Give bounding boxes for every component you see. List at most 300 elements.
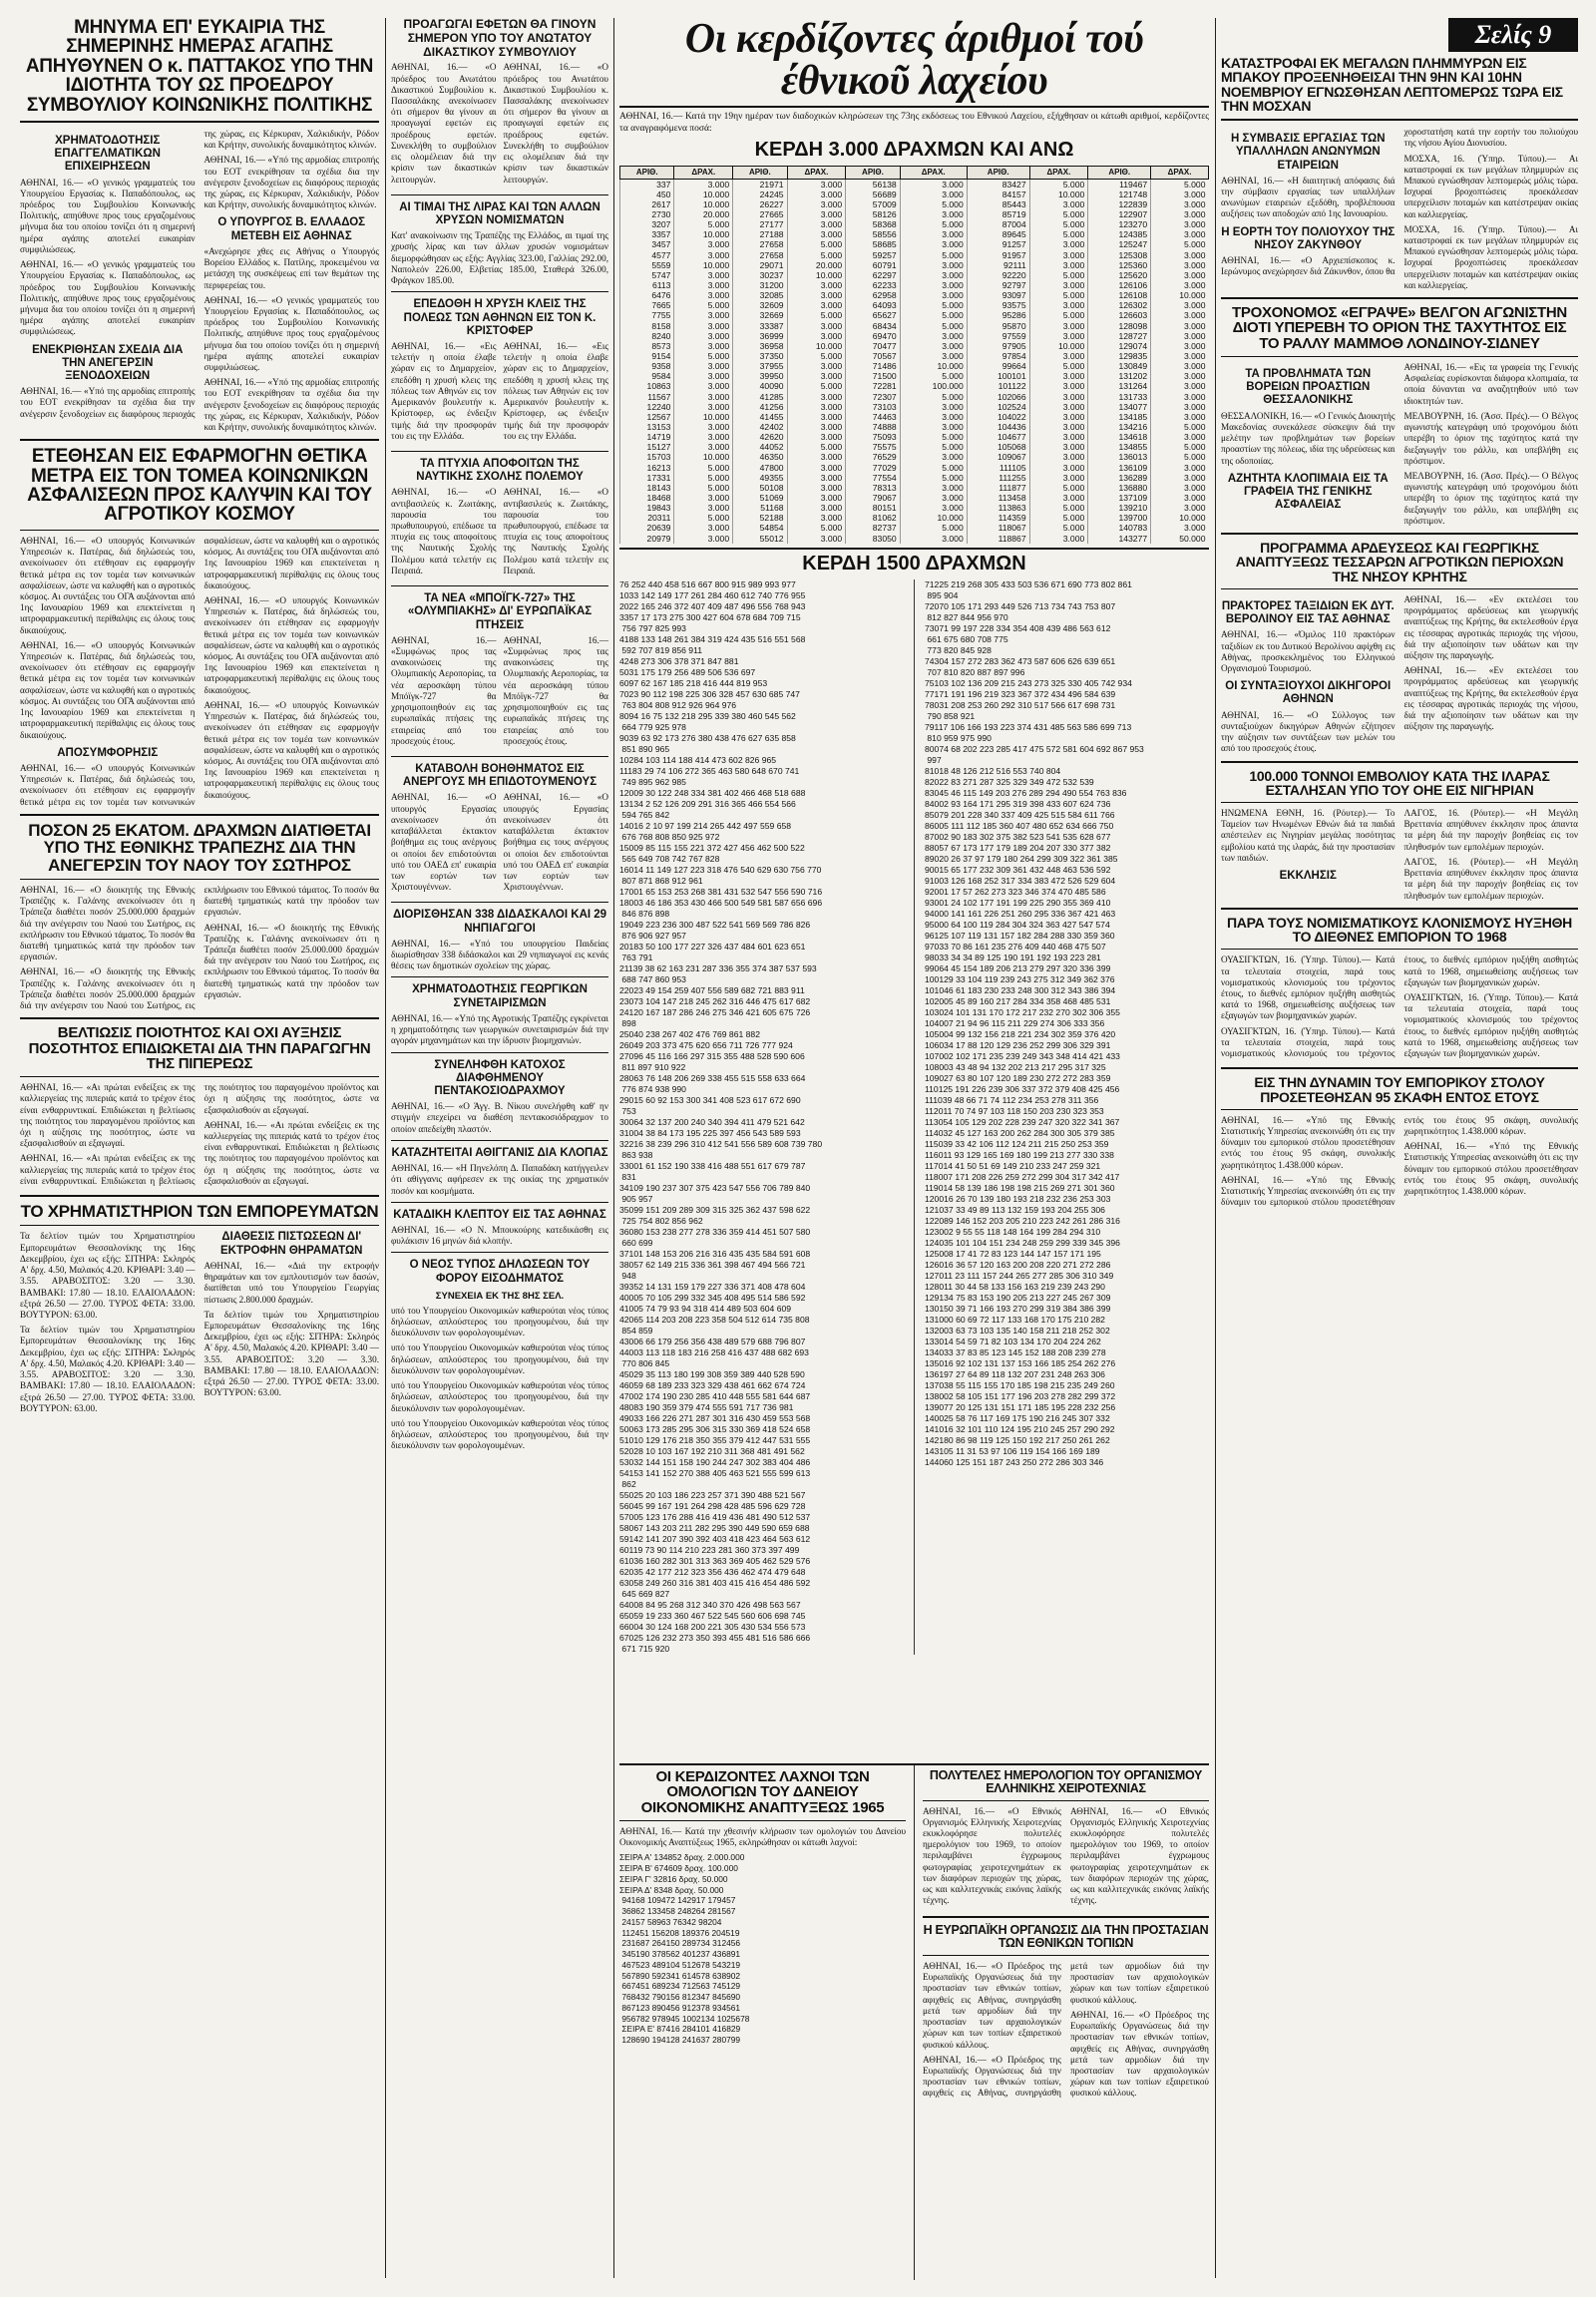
table-row <box>620 402 1209 412</box>
table-cell: 10.000 <box>900 361 967 371</box>
table-cell: 5.000 <box>1029 209 1088 219</box>
table-cell: 3.000 <box>1029 402 1088 412</box>
table-cell: 3.000 <box>900 179 967 190</box>
article-text: ΑΘΗΝΑΙ, 16.— «Ο αντιβασιλεύς κ. Ζωιτάκης, παρουσία του πρωθυπουργού, επέδωσε τα πτυχία εις τους αποφοίτους της Ναυτικής Σχολής Πολέμου κατά τελετήν εις Πειραιά. <box>503 487 608 575</box>
col2-article <box>391 487 608 580</box>
column-header-drachmas: ΔΡΑΧ. <box>1151 167 1209 179</box>
table-cell: 71486 <box>846 361 900 371</box>
table-cell: 85443 <box>967 199 1029 209</box>
table-cell: 83050 <box>846 534 900 544</box>
article-text: Τα δελτίον τιμών του Χρηματιστηρίου Εμπορευμάτων Θεσσαλονίκης της 16ης Δεκεμβρίου, έχει ως εξής: ΣΙΤΗΡΑ: Σκληρός Α' δρχ. 4.50, Μαλακός 4.20. ΚΡΙΘΑΡΙ: 3.40 — 3.55. ΑΡΑΒΟΣΙΤΟΣ: 3.20 — 3.30. ΒΑΜΒΑΚΙ: 17.80 — 18.10. ΕΛΑΙΟΛΑΔΟΝ: εξτρά 26.50 — 27.00. ΤΥΡΟΣ ΦΕΤΑ: 33.00. ΒΟΥΤΥΡΟΝ: 63.00. <box>203 1309 379 1398</box>
table-cell: 3.000 <box>1151 483 1209 493</box>
table-cell: 3.000 <box>787 361 846 371</box>
table-cell: 9358 <box>620 361 674 371</box>
subhead: Ο ΝΕΟΣ ΤΥΠΟΣ ΔΗΛΩΣΕΩΝ ΤΟΥ ΦΟΡΟΥ ΕΙΣΟΔΗΜΑΤΟΣ <box>409 1259 591 1285</box>
subhead: ΚΑΤΑΒΟΛΗ ΒΟΗΘΗΜΑΤΟΣ ΕΙΣ ΑΝΕΡΓΟΥΣ ΜΗ ΕΠΙΔΟΤΟΥΜΕΝΟΥΣ <box>402 762 598 789</box>
table-cell: 15127 <box>620 442 674 452</box>
table-cell: 10863 <box>620 381 674 391</box>
col1-articles-pepper <box>20 1082 379 1189</box>
table-cell: 32609 <box>733 300 787 310</box>
table-cell: 5.000 <box>787 442 846 452</box>
table-cell: 3.000 <box>1029 534 1088 544</box>
table-cell: 3.000 <box>1029 260 1088 270</box>
article-text: ΟΥΑΣΙΓΚΤΩΝ, 16. (Ύπηρ. Τύπου).— Κατά τα τελευταία στοιχεία, παρά τους νομισματικούς κλονισμούς του τρέχοντος έτους, το διεθνές εμπόριον ηυξήθη αισθητώς κατά το 1968, σημειωθείσης αυξήσεως των εξαγωγών των βιομηχανικών χωρών. <box>1403 991 1578 1059</box>
subhead: ΤΑ ΝΕΑ «ΜΠΟΪΓΚ-727» ΤΗΣ «ΟΛΥΜΠΙΑΚΗΣ» ΔΙ' ΕΥΡΩΠΑΪΚΑΣ ΠΤΗΣΕΙΣ <box>407 592 593 631</box>
bond-article <box>619 1765 906 2280</box>
article-text: ΑΘΗΝΑΙ, 16.— «Ο υπουργός Κοινωνικών Υπηρεσιών κ. Πατέρας, διά δηλώσεώς του, ανεκοίνωσεν ότι ετέθησαν εις εφαρμογήν θετικά μέτρα εις τον τομέα των κοινωνικών ασφαλίσεων, ώστε να καλυφθή και ο αγροτικός κόσμος. Αι συντάξεις του ΟΓΑ αυξάνονται από 1ης Ιανουαρίου 1969 και επεκτείνεται η ιατροφαρμακευτική περίθαλψις εις όλους τους δικαιούχους. <box>20 639 196 740</box>
table-cell: 5.000 <box>900 321 967 331</box>
table-cell: 3.000 <box>674 534 733 544</box>
table-cell: 58685 <box>846 239 900 249</box>
article-text: ΑΘΗΝΑΙ, 16.— «Εν εκτελέσει του προγράμματος αρδεύσεως και γεωργικής αναπτύξεως της Κρήτης, θα εκτελεσθούν έργα εις τέσσαρας αγροτικάς περιοχάς της νήσου, διά την αξιοποίησιν των υδάτων και την αύξησιν της παραγωγής. <box>1403 593 1578 660</box>
table-cell: 51168 <box>733 503 787 513</box>
table-row <box>620 280 1209 290</box>
numbers-left: 76 252 440 458 516 667 800 915 989 993 977 1033 142 149 177 261 284 460 612 740 776 955 2022 165 246 372 407 409 487 496 556 768 943 3357 17 173 275 300 427 604 678 684 709 715 756 797 825 993 4188 133 148 261 384 319 424 435 516 551 568 592 707 819 856 911 4248 273 306 378 371 847 881 5031 175 179 256 489 506 536 697 6097 62 167 185 218 416 444 819 953 7023 90 112 198 225 306 328 457 630 685 747 763 804 808 912 926 964 976 8094 16 75 132 218 295 339 380 460 545 562 664 779 925 978 9039 63 92 173 276 380 438 476 627 635 858 851 890 965 10284 103 114 188 414 473 602 826 965 11183 29 74 106 272 365 463 580 648 670 741 749 895 962 985 12009 30 122 248 334 381 402 466 468 518 688 13134 2 52 126 209 291 316 365 466 554 566 594 765 842 14016 2 10 97 199 214 265 442 497 559 658 676 768 808 850 925 972 15009 85 115 155 221 372 427 456 462 500 522 565 649 708 742 767 828 16014 11 149 127 223 318 476 540 629 630 756 770 807 871 868 912 961 17001 65 153 253 268 381 431 532 547 556 590 716 18003 46 186 353 430 466 500 549 581 587 656 696 846 876 898 19049 223 236 300 487 522 541 569 569 786 826 876 906 927 957 20183 50 100 177 227 326 437 484 601 623 651 763 791 21139 38 62 163 231 287 336 355 374 387 537 593 688 747 860 953 22023 49 154 259 407 556 589 682 721 883 911 23073 104 147 218 245 262 316 446 475 617 682 24120 167 187 286 246 275 346 421 605 675 726 898 25040 238 267 402 476 769 861 882 26049 203 373 475 620 656 711 726 777 924 27096 45 116 166 297 315 355 488 528 590 606 811 897 910 922 28063 76 148 206 269 338 455 515 558 633 664 776 874 938 990 29015 60 92 153 300 341 408 523 617 672 690 753 30064 32 137 200 240 340 394 411 479 521 642 31004 38 84 173 195 225 397 456 543 589 593 32216 38 239 296 310 412 541 556 589 608 739 780 863 938 33001 61 152 190 338 416 488 551 617 679 787 831 34109 190 237 307 375 423 547 556 706 789 840 905 957 35099 151 209 289 309 315 325 362 437 598 622 725 754 802 856 962 36080 153 238 277 278 336 359 414 451 507 580 660 699 37101 148 153 206 216 316 435 435 584 591 608 38057 62 149 215 336 361 398 467 494 566 721 948 39352 14 131 159 179 227 336 371 408 478 604 40005 70 105 299 332 345 408 495 514 586 592 41005 74 79 93 94 318 414 489 503 604 609 42065 114 203 208 223 358 504 512 614 735 808 854 859 43006 66 179 256 356 438 489 579 688 796 807 44003 113 118 183 216 258 416 437 488 682 693 770 806 845 45029 35 113 180 199 308 359 389 440 528 590 46059 68 189 233 323 329 438 461 662 674 724 47002 174 190 230 285 410 448 555 581 644 687 48083 190 359 379 474 555 591 717 736 981 49033 166 226 271 287 301 316 430 459 553 568 50063 173 285 295 306 315 330 369 418 524 658 51010 129 176 218 350 355 379 412 447 531 555 52028 10 103 167 192 210 311 368 481 491 562 53032 144 151 158 190 244 247 302 383 404 486 54153 141 152 270 388 405 463 521 555 599 613 862 55025 20 103 186 223 257 371 390 488 521 567 56045 99 167 191 264 298 428 485 596 629 728 57005 123 176 288 416 419 436 481 490 512 537 58067 143 203 211 282 295 390 449 590 659 688 59142 141 207 390 392 403 418 423 464 563 612 60119 73 90 114 210 223 281 360 373 397 499 61036 160 282 301 313 363 369 405 462 529 576 62035 42 177 212 323 356 436 462 474 479 648 63058 249 260 316 381 403 415 416 454 486 592 645 669 827 64008 84 95 268 312 340 370 426 498 563 567 65059 19 233 360 467 522 545 560 606 698 745 66004 30 124 168 200 221 305 430 534 556 573 67025 126 232 273 350 393 455 481 516 586 666 671 715 920 <box>619 578 823 1654</box>
table-cell: 3.000 <box>900 260 967 270</box>
table-cell: 3.000 <box>1151 503 1209 513</box>
column-rule <box>385 18 386 2278</box>
column-2 <box>391 18 608 2278</box>
table-cell: 97854 <box>967 351 1029 361</box>
subhead: ΠΡΑΚΤΟΡΕΣ ΤΑΞΙΔΙΩΝ ΕΚ ΔΥΤ. ΒΕΡΟΛΙΝΟΥ ΕΙΣ ΤΑΣ ΑΘΗΝΑΣ <box>1221 599 1395 626</box>
table-cell: 5.000 <box>900 442 967 452</box>
subhead: ΤΑ ΠΡΟΒΛΗΜΑΤΑ ΤΩΝ ΒΟΡΕΙΩΝ ΠΡΟΑΣΤΙΩΝ ΘΕΣΣΑΛΟΝΙΚΗΣ <box>1245 368 1372 407</box>
table-cell: 3.000 <box>787 280 846 290</box>
table-cell: 20639 <box>620 523 674 533</box>
table-cell: 74463 <box>846 412 900 422</box>
table-cell: 3.000 <box>674 523 733 533</box>
table-cell: 10.000 <box>674 412 733 422</box>
article-text: ΑΘΗΝΑΙ, 16.— «Υπό της Εθνικής Στατιστικής Υπηρεσίας ανεκοινώθη ότι εις την δύναμιν του εμπορικού στόλου προσετέθησαν εντός του έτους 95 σκάφη, συνολικής χωρητικότητος 1.438.000 κόρων. <box>1403 1141 1578 1197</box>
col1-articles-bank <box>20 885 379 1011</box>
table-cell: 3.000 <box>674 432 733 442</box>
table-cell: 8240 <box>620 331 674 341</box>
table-cell: 3.000 <box>1151 402 1209 412</box>
table-cell: 3.000 <box>674 503 733 513</box>
article-text: ΑΘΗΝΑΙ, 16.— «Ο υπουργός Κοινωνικών Υπηρεσιών κ. Πατέρας, διά δηλώσεώς του, ανεκοίνωσεν ότι ετέθησαν εις εφαρμογήν θετικά μέτρα εις τον τομέα των κοινωνικών ασφαλίσεων, ώστε να καλυφθή και ο αγροτικός κόσμος. Αι συντάξεις του ΟΓΑ αυξάνονται από 1ης Ιανουαρίου 1969 και επεκτείνεται η ιατροφαρμακευτική περίθαλψις εις όλους τους δικαιούχους. <box>20 535 379 807</box>
table-cell: 62297 <box>846 270 900 280</box>
table-cell: 5.000 <box>1029 513 1088 523</box>
article-text: ΛΑΓΟΣ, 16. (Ρόυτερ).— «Η Μεγάλη Βρεττανία απηύθυνεν έκκλησιν προς άπαντα τα μέρη διά την παροχήν βοηθείας εις τον πληθυσμόν των εμπολέμων περιοχών. <box>1403 856 1578 901</box>
table-cell: 3.000 <box>900 270 967 280</box>
table-row <box>620 179 1209 190</box>
subhead: ΠΡΟΑΓΩΓΑΙ ΕΦΕΤΩΝ ΘΑ ΓΙΝΟΥΝ ΣΗΜΕΡΟΝ ΥΠΟ ΤΟΥ ΑΝΩΤΑΤΟΥ ΔΙΚΑΣΤΙΚΟΥ ΣΥΜΒΟΥΛΙΟΥ <box>403 18 597 59</box>
table-cell: 113863 <box>967 503 1029 513</box>
article-text: ΑΘΗΝΑΙ, 16.— «Ο υπουργός Εργασίας ανεκοίνωσεν ότι καταβάλλεται έκτακτον βοήθημα εις τους ανέργους οι οποίοι δεν επιδοτούνται υπό του ΟΑΕΔ επ' ευκαιρία των εορτών των Χριστουγέννων. <box>503 792 608 893</box>
table-cell: 5.000 <box>1151 239 1209 249</box>
table-row <box>620 483 1209 493</box>
table-cell: 122907 <box>1088 209 1151 219</box>
table-row <box>620 534 1209 544</box>
column-header-number: ΑΡΙΘ. <box>846 167 900 179</box>
table-cell: 129835 <box>1088 351 1151 361</box>
table-cell: 5.000 <box>674 483 733 493</box>
table-cell: 3.000 <box>1029 473 1088 483</box>
subhead: ΣΥΝΕΛΗΦΘΗ ΚΑΤΟΧΟΣ ΔΙΑΦΘΗΜΕΝΟΥ ΠΕΝΤΑΚΟΣΙΟΔΡΑΧΜΟΥ <box>434 1058 566 1098</box>
table-cell: 136289 <box>1088 473 1151 483</box>
table-cell: 130849 <box>1088 361 1151 371</box>
table-cell: 3.000 <box>1029 442 1088 452</box>
article-text: υπό του Υπουργείου Οικονομικών καθιερούται νέος τύπος δηλώσεων, απλούστερος του προηγουμένου, διά την διευκόλυνσιν των φορολογουμένων. <box>391 1417 608 1451</box>
table-cell: 42620 <box>733 432 787 442</box>
table-cell: 3.000 <box>1029 412 1088 422</box>
col5-articles-crete <box>1221 594 1578 755</box>
headline-pattakos: ΜΗΝΥΜΑ ΕΠ' ΕΥΚΑΙΡΙΑ ΤΗΣ ΣΗΜΕΡΙΝΗΣ ΗΜΕΡΑΣ ΑΓΑΠΗΣ ΑΠΗΥΘΥΝΕΝ Ο κ. ΠΑΤΤΑΚΟΣ ΥΠΟ ΤΗΝ ΙΔΙΟΤΗΤΑ ΤΟΥ ΩΣ ΠΡΟΕΔΡΟΥ ΣΥΜΒΟΥΛΙΟΥ ΚΟΙΝΩΝΙΚΗΣ ΠΟΛΙΤΙΚΗΣ <box>25 18 374 116</box>
table-cell: 137109 <box>1088 493 1151 503</box>
table-cell: 123270 <box>1088 219 1151 229</box>
subhead: ΧΡΗΜΑΤΟΔΟΤΗΣΙΣ ΓΕΩΡΓΙΚΩΝ ΣΥΝΕΤΑΙΡΙΣΜΩΝ <box>412 983 588 1009</box>
table-cell: 3207 <box>620 219 674 229</box>
table-cell: 11567 <box>620 392 674 402</box>
table-cell: 136880 <box>1088 483 1151 493</box>
column-1 <box>20 18 379 2278</box>
table-cell: 3.000 <box>674 392 733 402</box>
table-cell: 3.000 <box>787 534 846 544</box>
table-cell: 41256 <box>733 402 787 412</box>
bottom-articles <box>619 1763 1209 2280</box>
table-cell: 69470 <box>846 331 900 341</box>
table-cell: 3.000 <box>1151 381 1209 391</box>
prize-heading-1500: ΚΕΡΔΗ 1500 ΔΡΑΧΜΩΝ <box>619 548 1209 575</box>
table-cell: 3.000 <box>900 239 967 249</box>
table-row <box>620 341 1209 351</box>
table-cell: 5.000 <box>1029 270 1088 280</box>
headline-vaccine: 100.000 ΤΟΝΝΟΙ ΕΜΒΟΛΙΟΥ ΚΑΤΑ ΤΗΣ ΙΛΑΡΑΣ ΕΣΤΑΛΗΣΑΝ ΥΠΟ ΤΟΥ ΟΗΕ ΕΙΣ ΝΙΓΗΡΙΑΝ <box>1249 767 1550 798</box>
article-text: ΑΘΗΝΑΙ, 16.— «Υπό της αρμοδίας επιτροπής του ΕΟΤ ενεκρίθησαν τα σχέδια δια την ανέγερσιν ξενοδοχείων εις διαφόρους περιοχάς της χώρας, εις Κέρκυραν, Χαλκιδικήν, Ρόδον και Κρήτην, συνολικής δυναμικότητος κλινών. <box>203 155 379 210</box>
table-cell: 73103 <box>846 402 900 412</box>
column-header-drachmas: ΔΡΑΧ. <box>900 167 967 179</box>
table-cell: 3.000 <box>900 493 967 503</box>
table-cell: 3.000 <box>1029 300 1088 310</box>
table-cell: 5.000 <box>674 513 733 523</box>
table-cell: 3.000 <box>900 503 967 513</box>
col5-articles-rally <box>1221 362 1578 527</box>
subhead: ΚΑΤΑΔΙΚΗ ΚΛΕΠΤΟΥ ΕΙΣ ΤΑΣ ΑΘΗΝΑΣ <box>393 1208 606 1221</box>
table-cell: 3.000 <box>1029 239 1088 249</box>
table-cell: 68434 <box>846 321 900 331</box>
subhead: ΚΑΤΑΖΗΤΕΙΤΑΙ ΑΘΙΓΓΑΝΙΣ ΔΙΑ ΚΛΟΠΑΣ <box>391 1146 608 1159</box>
subhead: Ο ΥΠΟΥΡΓΟΣ Β. ΕΛΛΑΔΟΣ ΜΕΤΕΒΗ ΕΙΣ ΑΘΗΝΑΣ <box>217 216 366 242</box>
article-text: ΑΘΗΝΑΙ, 16.— «Διά την εκτροφήν θηραμάτων και τον εμπλουτισμόν των δασών, διατίθεται υπό του Υπουργείου Γεωργίας πίστωσις 2.800.000 δραχμών. <box>203 1260 379 1305</box>
table-cell: 18143 <box>620 483 674 493</box>
table-cell: 9584 <box>620 371 674 381</box>
table-cell: 15703 <box>620 452 674 462</box>
table-cell: 3.000 <box>787 392 846 402</box>
table-cell: 9154 <box>620 351 674 361</box>
table-cell: 3457 <box>620 239 674 249</box>
table-cell: 3.000 <box>674 493 733 503</box>
table-cell: 62233 <box>846 280 900 290</box>
table-cell: 91257 <box>967 239 1029 249</box>
table-cell: 84157 <box>967 190 1029 199</box>
table-cell: 5.000 <box>1029 523 1088 533</box>
table-cell: 143277 <box>1088 534 1151 544</box>
table-cell: 97905 <box>967 341 1029 351</box>
subhead: ΕΚΚΛΗΣΙΣ <box>1279 870 1337 883</box>
table-row <box>620 351 1209 361</box>
table-row <box>620 300 1209 310</box>
table-row <box>620 270 1209 280</box>
table-cell: 5.000 <box>787 523 846 533</box>
article-text: ΑΘΗΝΑΙ, 16.— «Εις τελετήν η οποία έλαβε χώραν εις το Δημαρχείον, επεδόθη η χρυσή κλεις της πόλεως των Αθηνών εις τον Αμερικανόν βουλευτήν κ. Κρίστοφερ, ως ένδειξιν τιμής διά την προσφοράν του εις την Ελλάδα. <box>503 340 608 441</box>
table-cell: 3.000 <box>1029 280 1088 290</box>
lottery-table-body <box>620 179 1209 544</box>
table-cell: 57009 <box>846 199 900 209</box>
table-cell: 3.000 <box>1151 260 1209 270</box>
table-row <box>620 412 1209 422</box>
table-cell: 3.000 <box>787 473 846 483</box>
article-text: ΜΟΣΧΑ, 16. (Ύπηρ. Τύπου).— Αι καταστροφαί εκ των μεγάλων πλημμυρών εις Μπακού εγνώσθησαν λεπτομερώς μόλις τώρα. Ισχυραί βροχοπτώσεις προεκάλεσαν υπερχείλισιν ποταμών και κατέστρεψαν οικίας και καλλιεργείας. <box>1403 223 1578 290</box>
table-cell: 51069 <box>733 493 787 503</box>
table-cell: 3.000 <box>787 412 846 422</box>
table-row <box>620 503 1209 513</box>
table-cell: 75575 <box>846 442 900 452</box>
table-cell: 20311 <box>620 513 674 523</box>
table-cell: 139210 <box>1088 503 1151 513</box>
table-cell: 105068 <box>967 442 1029 452</box>
table-cell: 134185 <box>1088 412 1151 422</box>
table-cell: 89645 <box>967 229 1029 239</box>
table-cell: 55012 <box>733 534 787 544</box>
column-header-number: ΑΡΙΘ. <box>1088 167 1151 179</box>
subhead: ΔΙΟΡΙΣΘΗΣΑΝ 338 ΔΙΔΑΣΚΑΛΟΙ ΚΑΙ 29 ΝΗΠΙΑΓΩΓΟΙ <box>392 909 607 935</box>
table-cell: 40090 <box>733 381 787 391</box>
article-text: Κατ' ανακοίνωσιν της Τραπέζης της Ελλάδος, αι τιμαί της χρυσής λίρας και των άλλων χρυσών νομισμάτων διεμορφώθησαν ως εξής: Αγγλίας 323.00, Γαλλίας 292.00, Ναπολεόν 226.00, Ελβετίας 185.00, Σταθερά 326.00, Φράγκον 185.00. <box>391 230 608 286</box>
table-cell: 5.000 <box>1029 179 1088 190</box>
table-row <box>620 381 1209 391</box>
column-header-number: ΑΡΙΘ. <box>733 167 787 179</box>
article-text: ΑΘΗΝΑΙ, 16.— «Ο αντιβασιλεύς κ. Ζωιτάκης, παρουσία του πρωθυπουργού, επέδωσε τα πτυχία εις τους αποφοίτους της Ναυτικής Σχολής Πολέμου κατά τελετήν εις Πειραιά. <box>391 487 497 575</box>
table-cell: 131733 <box>1088 392 1151 402</box>
article-text: ΑΘΗΝΑΙ, 16.— «Υπό της αρμοδίας επιτροπής του ΕΟΤ ενεκρίθησαν τα σχέδια δια την ανέγερσιν ξενοδοχείων εις διαφόρους περιοχάς της χώρας, εις Κέρκυραν, Χαλκιδικήν, Ρόδον και Κρήτην, συνολικής δυναμικότητος κλινών. <box>203 377 379 433</box>
table-row <box>620 523 1209 533</box>
column-5 <box>1221 18 1578 2278</box>
article-text: ΑΘΗΝΑΙ, 16.— «Ο Πρόεδρος της Ευρωπαϊκής Οργανώσεως διά την προστασίαν των εθνικών τοπίων, αφιχθείς εις Αθήνας, συνηργάσθη μετά των αρμοδίων διά την προστασίαν των αρχαιολογικών χώρων και των τοπίων εξαιρετικού φυσικού κάλλους. <box>1069 2009 1209 2099</box>
table-cell: 3.000 <box>1151 493 1209 503</box>
table-row <box>620 321 1209 331</box>
article-text: ΑΘΗΝΑΙ, 16.— «Ο γενικός γραμματεύς του Υπουργείου Εργασίας κ. Παπαδόπουλος, ως πρόεδρος του Συμβουλίου Κοινωνικής Πολιτικής, απηύθυνε προς τους εργαζομένους μήνυμα δια του οποίου τονίζει ότι η σημερινή ημέρα αγάπης αποτελεί ευκαιρίαν συμφιλιώσεως. <box>20 259 196 337</box>
table-cell: 3.000 <box>787 290 846 300</box>
table-cell: 33387 <box>733 321 787 331</box>
table-cell: 92797 <box>967 280 1029 290</box>
article-text: υπό του Υπουργείου Οικονομικών καθιερούται νέος τύπος δηλώσεων, απλούστερος του προηγουμένου, διά την διευκόλυνσιν των φορολογουμένων. <box>391 1342 608 1375</box>
table-cell: 3357 <box>620 229 674 239</box>
table-cell: 20979 <box>620 534 674 544</box>
table-cell: 100.000 <box>900 381 967 391</box>
subhead: ΑΖΗΤΗΤΑ ΚΛΟΠΙΜΑΙΑ ΕΙΣ ΤΑ ΓΡΑΦΕΙΑ ΤΗΣ ΓΕΝΙΚΗΣ ΑΣΦΑΛΕΙΑΣ <box>1227 472 1389 512</box>
headline-pepper: ΒΕΛΤΙΩΣΙΣ ΠΟΙΟΤΗΤΟΣ ΚΑΙ ΟΧΙ ΑΥΞΗΣΙΣ ΠΟΣΟΤΗΤΟΣ ΕΠΙΔΙΩΚΕΤΑΙ ΔΙΑ ΤΗΝ ΠΑΡΑΓΩΓΗΝ ΤΗΣ ΠΙΠΕΡΕΩΣ <box>28 1024 371 1072</box>
article-text: ΑΘΗΝΑΙ, 16.— «Η Πηνελόπη Δ. Παπαδάκη κατήγγειλεν ότι αθίγγανις αφήρεσεν εκ της οικίας της χρηματικόν ποσόν και κοσμήματα. <box>391 1163 608 1196</box>
table-cell: 3.000 <box>900 412 967 422</box>
table-cell: 3.000 <box>1151 321 1209 331</box>
article-text: ΑΘΗΝΑΙ, 16.— «Υπό της Εθνικής Στατιστικής Υπηρεσίας ανεκοινώθη ότι εις την δύναμιν του εμπορικού στόλου προσετέθησαν εντός του έτους 95 σκάφη, συνολικής χωρητικότητος 1.438.000 κόρων. <box>1221 1114 1396 1170</box>
table-cell: 5.000 <box>1029 290 1088 300</box>
table-cell: 3.000 <box>674 402 733 412</box>
table-cell: 5.000 <box>787 310 846 320</box>
table-cell: 3.000 <box>1151 300 1209 310</box>
table-cell: 5.000 <box>900 199 967 209</box>
headline-merchant-fleet: ΕΙΣ ΤΗΝ ΔΥΝΑΜΙΝ ΤΟΥ ΕΜΠΟΡΙΚΟΥ ΣΤΟΛΟΥ ΠΡΟΣΕΤΕΘΗΣΑΝ 95 ΣΚΑΦΗ ΕΝΤΟΣ ΕΤΟΥΣ <box>1254 1074 1545 1105</box>
table-cell: 3.000 <box>674 321 733 331</box>
article-text: ΑΘΗΝΑΙ, 16.— «Εις τα γραφεία της Γενικής Ασφαλείας ευρίσκονται διάφορα κλοπιμαία, τα οποία δύνανται να αναζητηθούν υπό των ιδιοκτητών των. <box>1403 362 1578 406</box>
table-cell: 111877 <box>967 483 1029 493</box>
column-header-drachmas: ΔΡΑΧ. <box>674 167 733 179</box>
table-cell: 136013 <box>1088 452 1151 462</box>
numbers-right: 71225 219 268 305 433 503 536 671 690 773 802 861 895 904 72070 105 171 293 449 526 713 734 743 753 807 812 827 844 956 970 73071 99 197 228 334 354 408 439 486 563 612 661 675 680 708 775 773 820 845 928 74304 157 272 283 362 473 587 606 626 639 651 707 810 820 887 897 996 75103 102 136 209 215 243 273 325 330 405 742 934 77171 191 196 219 323 367 372 434 496 584 639 78031 208 253 260 292 310 517 566 617 698 731 790 858 921 79117 106 166 193 223 374 431 485 563 586 699 713 810 959 975 990 80074 68 202 223 285 417 475 572 581 604 692 867 953 997 81018 48 126 212 516 553 740 804 82022 83 271 287 325 329 349 472 532 539 83045 46 115 149 203 276 289 294 490 554 763 836 84002 93 164 171 295 319 398 433 607 624 736 85079 201 228 340 337 409 425 515 584 611 766 86005 111 112 185 360 407 480 652 634 666 750 87002 90 183 302 375 382 523 541 535 628 677 88057 67 173 177 179 189 204 207 330 377 382 89020 26 37 97 179 180 264 299 309 322 361 385 90015 65 177 232 309 361 432 448 463 536 592 91003 126 168 252 317 334 383 472 526 529 604 92001 17 57 262 273 323 346 374 470 485 586 93001 24 102 177 191 199 225 290 355 369 410 94000 141 161 226 251 260 295 336 367 421 463 95000 64 100 119 284 304 324 363 427 547 574 96125 107 119 131 157 182 284 288 330 359 360 97033 70 86 161 235 276 409 440 468 475 507 98033 34 34 89 125 190 191 192 193 223 281 99064 45 154 189 206 213 279 297 320 336 399 100129 33 104 119 239 243 275 312 349 362 376 101046 61 183 230 233 248 300 312 343 386 394 102005 45 89 160 217 284 334 358 468 485 531 103024 101 131 170 172 217 232 270 302 306 355 104007 21 94 96 115 211 229 274 306 333 356 105004 99 132 156 218 221 234 302 359 376 420 106034 17 88 120 129 236 252 299 306 329 391 107002 102 171 235 239 249 343 348 414 421 433 108003 43 48 94 132 202 213 217 295 317 325 109027 63 80 107 120 189 230 272 272 283 359 110125 191 226 239 306 337 372 379 408 425 456 111039 48 66 71 74 112 234 253 278 311 356 112011 70 74 97 103 118 150 203 230 323 353 113054 105 129 202 228 239 247 320 322 341 367 114032 45 127 163 200 262 284 300 305 379 385 115039 33 42 106 112 124 211 215 250 253 359 116011 93 129 165 169 180 199 213 277 330 338 117014 41 50 51 69 149 210 233 247 259 321 118007 171 208 226 259 272 299 304 317 342 417 119014 58 139 186 198 198 215 269 271 301 360 120016 26 70 139 180 193 218 232 236 253 303 121037 33 49 89 113 132 159 193 204 255 306 122089 146 152 203 205 210 223 242 261 286 316 123002 9 55 55 118 148 164 199 284 294 310 124035 101 104 151 234 248 259 299 339 345 396 125008 17 41 72 83 123 144 147 157 171 195 126016 36 57 120 163 200 208 220 271 272 286 127011 23 111 157 244 265 277 285 306 310 349 128011 30 44 58 133 156 163 219 239 243 290 129134 75 83 153 190 205 213 227 245 267 309 130150 39 71 166 193 270 299 319 384 386 399 131000 60 69 72 117 133 168 170 175 210 282 132003 63 73 103 135 140 158 211 218 252 302 133014 54 59 71 82 103 134 170 204 224 262 134033 37 83 85 123 145 152 188 208 239 278 135016 92 102 131 137 153 166 185 254 262 276 136197 27 64 89 118 132 207 231 248 263 306 137038 55 115 155 170 185 198 215 235 249 260 138002 58 105 151 177 196 203 278 282 299 372 139077 20 125 131 151 171 185 195 228 232 256 140025 58 76 117 169 175 190 216 245 307 332 141016 32 101 110 124 195 210 245 257 290 292 142180 86 98 119 125 150 192 217 250 261 262 143105 11 31 53 97 106 119 154 166 169 189 144060 125 151 187 243 250 272 286 303 346 <box>925 578 1144 1467</box>
table-cell: 56138 <box>846 179 900 190</box>
article-text: Τα δελτίον τιμών του Χρηματιστηρίου Εμπορευμάτων Θεσσαλονίκης της 16ης Δεκεμβρίου, έχει ως εξής: ΣΙΤΗΡΑ: Σκληρός Α' δρχ. 4.50, Μαλακός 4.20. ΚΡΙΘΑΡΙ: 3.40 — 3.55. ΑΡΑΒΟΣΙΤΟΣ: 3.20 — 3.30. ΒΑΜΒΑΚΙ: 17.80 — 18.10. ΕΛΑΙΟΛΑΔΟΝ: εξτρά 26.50 — 27.00. ΤΥΡΟΣ ΦΕΤΑ: 33.00. ΒΟΥΤΥΡΟΝ: 63.00. <box>20 1231 196 1320</box>
table-cell: 64093 <box>846 300 900 310</box>
article-text: ΜΕΛΒΟΥΡΝΗ, 16. (Άσσ. Πρές).— Ο Βέλγος αγωνιστής κατεγράφη υπό τροχονόμου διότι υπερέβη το όριον της ταχύτητος κατά την διεξαγωγήν του ράλλυ, και υπεβλήθη εις πρόστιμον. <box>1403 410 1578 466</box>
table-row <box>620 209 1209 219</box>
article-text: ΑΘΗΝΑΙ, 16.— «Ο διοικητής της Εθνικής Τραπέζης κ. Γαλάνης ανεκοίνωσεν ότι η Τράπεζα διαθέτει ποσόν 25.000.000 δραχμών διά την ανέγερσιν του Ναού του Σωτήρος, εις εκπλήρωσιν του Εθνικού τάματος. Το ποσόν θα διατεθή τμηματικώς κατά την πρόοδον των εργασιών. <box>203 922 379 999</box>
article-text: ΑΘΗΝΑΙ, 16.— «Αι πρώται ενδείξεις εκ της καλλιεργείας της πιπεριάς κατά το τρέχον έτος είναι ενθαρρυντικαί. Επιδιώκεται η βελτίωσις της ποιότητος του παραγομένου προϊόντος και όχι η αύξησις της ποσότητος, ώστε να εξασφαλισθούν αι εξαγωγαί. <box>20 1082 379 1186</box>
article-text: ΑΘΗΝΑΙ, 16.— «Ο διοικητής της Εθνικής Τραπέζης κ. Γαλάνης ανεκοίνωσεν ότι η Τράπεζα διαθέτει ποσόν 25.000.000 δραχμών διά την ανέγερσιν του Ναού του Σωτήρος, εις εκπλήρωσιν του Εθνικού τάματος. Το ποσόν θα διατεθή τμηματικώς κατά την πρόοδον των εργασιών. <box>20 884 379 1011</box>
table-cell: 93097 <box>967 290 1029 300</box>
subhead: ΕΠΕΔΟΘΗ Η ΧΡΥΣΗ ΚΛΕΙΣ ΤΗΣ ΠΟΛΕΩΣ ΤΩΝ ΑΘΗΝΩΝ ΕΙΣ ΤΟΝ Κ. ΚΡΙΣΤΟΦΕΡ <box>403 298 597 337</box>
table-cell: 3.000 <box>674 290 733 300</box>
table-cell: 3.000 <box>787 493 846 503</box>
table-cell: 47800 <box>733 463 787 473</box>
table-cell: 3.000 <box>787 229 846 239</box>
table-cell: 17331 <box>620 473 674 483</box>
right-bottom-articles <box>923 1765 1209 2280</box>
table-cell: 125247 <box>1088 239 1151 249</box>
calendar-article <box>923 1806 1209 1911</box>
article-text: ΑΘΗΝΑΙ, 16.— «Ο υπουργός Εργασίας ανεκοίνωσεν ότι καταβάλλεται έκτακτον βοήθημα εις τους ανέργους οι οποίοι δεν επιδοτούνται υπό του ΟΑΕΔ επ' ευκαιρία των εορτών των Χριστουγέννων. <box>391 792 497 893</box>
table-cell: 100101 <box>967 371 1029 381</box>
table-row <box>620 290 1209 300</box>
page-number-badge: Σελίς 9 <box>1448 18 1578 52</box>
table-cell: 3.000 <box>1029 371 1088 381</box>
article-text: ΑΘΗΝΑΙ, 16.— «Εν εκτελέσει του προγράμματος αρδεύσεως και γεωργικής αναπτύξεως της Κρήτης, θα εκτελεσθούν έργα εις τέσσαρας αγροτικάς περιοχάς της νήσου, διά την αξιοποίησιν των υδάτων και την αύξησιν της παραγωγής. <box>1403 665 1578 732</box>
table-cell: 10.000 <box>1029 341 1088 351</box>
table-cell: 128727 <box>1088 331 1151 341</box>
article-text: ΑΘΗΝΑΙ, 16.— «Ο διοικητής της Εθνικής Τραπέζης κ. Γαλάνης ανεκοίνωσεν ότι η Τράπεζα διαθέτει ποσόν 25.000.000 δραχμών διά την ανέγερσιν του Ναού του Σωτήρος, εις εκπλήρωσιν του Εθνικού τάματος. Το ποσόν θα διατεθή τμηματικώς κατά την πρόοδον των εργασιών. <box>20 884 196 962</box>
table-cell: 5.000 <box>787 239 846 249</box>
table-cell: 95286 <box>967 310 1029 320</box>
table-cell: 3.000 <box>1151 219 1209 229</box>
table-row <box>620 463 1209 473</box>
table-cell: 5.000 <box>900 371 967 381</box>
table-cell: 50.000 <box>1151 534 1209 544</box>
article-text: ΑΘΗΝΑΙ, 16.— «Ο Ν. Μπουκούρης κατεδικάσθη εις φυλάκισιν 16 μηνών διά κλοπήν. <box>391 1224 608 1247</box>
table-cell: 3.000 <box>1151 432 1209 442</box>
table-cell: 5.000 <box>900 432 967 442</box>
article-text: ΑΘΗΝΑΙ, 16.— «Όμιλος 110 πρακτόρων ταξιδίων εκ του Δυτικού Βερολίνου αφίχθη εις Αθήνας, προσκεκλημένος του Ελληνικού Οργανισμού Τουρισμού. <box>1221 629 1396 673</box>
article-text: ΑΘΗΝΑΙ, 16.— «Ο Άγγ. Β. Νίκου συνελήφθη καθ' ην στιγμήν επεχείρει να διαθέση πεντακοσιόδραχμον το οποίον απεδείχθη πλαστόν. <box>391 1101 608 1134</box>
table-cell: 5.000 <box>900 523 967 533</box>
article-text: ΑΘΗΝΑΙ, 16.— «Ο Σύλλογος των συνταξιούχων δικηγόρων Αθηνών εζήτησεν την αύξησιν των συντάξεων των μελών του από του προσεχούς έτους. <box>1221 709 1396 754</box>
table-row <box>620 229 1209 239</box>
col1-articles-top <box>20 129 379 433</box>
lottery-intro: ΑΘΗΝΑΙ, 16.— Κατά την 19ην ημέραν των διαδοχικών κληρώσεων της 73ης εκδόσεως του Εθνικού Λαχείου, εξήχθησαν οι κάτωθι αριθμοί, κερδίζοντες τα αναγραφόμενα ποσά: <box>619 112 1209 134</box>
table-cell: 3.000 <box>1029 199 1088 209</box>
table-cell: 122839 <box>1088 199 1151 209</box>
table-cell: 80151 <box>846 503 900 513</box>
article-text: υπό του Υπουργείου Οικονομικών καθιερούται νέος τύπος δηλώσεων, απλούστερος του προηγουμένου, διά την διευκόλυνσιν των φορολογουμένων. <box>391 1305 608 1339</box>
table-cell: 77554 <box>846 473 900 483</box>
table-cell: 3.000 <box>1151 331 1209 341</box>
table-cell: 3.000 <box>1151 523 1209 533</box>
table-row <box>620 199 1209 209</box>
table-cell: 3.000 <box>674 361 733 371</box>
table-cell: 3.000 <box>900 534 967 544</box>
lottery-1500-numbers <box>619 579 1209 1655</box>
article-text: ΑΘΗΝΑΙ, 16.— «Ο Πρόεδρος της Ευρωπαϊκής Οργανώσεως διά την προστασίαν των εθνικών τοπίων, αφιχθείς εις Αθήνας, συνηργάσθη μετά των αρμοδίων διά την προστασίαν των αρχαιολογικών χώρων και των τοπίων εξαιρετικού φυσικού κάλλους. <box>922 1960 1061 2050</box>
table-cell: 8573 <box>620 341 674 351</box>
headline-baku-floods: ΚΑΤΑΣΤΡΟΦΑΙ ΕΚ ΜΕΓΑΛΩΝ ΠΛΗΜΜΥΡΩΝ ΕΙΣ ΜΠΑΚΟΥ ΠΡΟΞΕΝΗΘΕΙΣΑΙ ΤΗΝ 9ΗΝ ΚΑΙ 10ΗΝ ΝΟΕΜΒΡΙΟΥ ΕΓΝΩΣΘΗΣΑΝ ΛΕΠΤΟΜΕΡΩΣ ΤΩΡΑ ΕΙΣ ΤΗΝ ΜΟΣΧΑΝ <box>1221 55 1563 114</box>
table-row <box>620 422 1209 432</box>
article-text: ΑΘΗΝΑΙ, 16.— «Ο υπουργός Κοινωνικών Υπηρεσιών κ. Πατέρας, διά δηλώσεώς του, ανεκοίνωσεν ότι ετέθησαν εις εφαρμογήν θετικά μέτρα εις τον τομέα των κοινωνικών ασφαλίσεων, ώστε να καλυφθή και ο αγροτικός κόσμος. Αι συντάξεις του ΟΓΑ αυξάνονται από 1ης Ιανουαρίου 1969 και επεκτείνεται η ιατροφαρμακευτική περίθαλψις εις όλους τους δικαιούχους. <box>203 699 379 800</box>
table-cell: 58126 <box>846 209 900 219</box>
table-cell: 87004 <box>967 219 1029 229</box>
table-cell: 77029 <box>846 463 900 473</box>
table-cell: 126302 <box>1088 300 1151 310</box>
table-cell: 27188 <box>733 229 787 239</box>
col1-articles-mid <box>20 536 379 808</box>
table-row <box>620 493 1209 503</box>
table-cell: 3.000 <box>1151 250 1209 260</box>
table-cell: 93575 <box>967 300 1029 310</box>
article-text: ΟΥΑΣΙΓΚΤΩΝ, 16. (Ύπηρ. Τύπου).— Κατά τα τελευταία στοιχεία, παρά τους νομισματικούς κλονισμούς του τρέχοντος έτους, το διεθνές εμπόριον ηυξήθη αισθητώς κατά το 1968, σημειωθείσης αυξήσεως των εξαγωγών των βιομηχανικών χωρών. <box>1221 955 1578 1059</box>
table-cell: 5.000 <box>900 473 967 483</box>
headline-social-insurance: ΕΤΕΘΗΣΑΝ ΕΙΣ ΕΦΑΡΜΟΓΗΝ ΘΕΤΙΚΑ ΜΕΤΡΑ ΕΙΣ ΤΟΝ ΤΟΜΕΑ ΚΟΙΝΩΝΙΚΩΝ ΑΣΦΑΛΙΣΕΩΝ ΠΡΟΣ ΚΑΛΥΨΙΝ ΚΑΙ ΤΟΥ ΑΓΡΟΤΙΚΟΥ ΚΟΣΜΟΥ <box>27 446 372 526</box>
subhead: ΟΙ ΣΥΝΤΑΞΙΟΥΧΟΙ ΔΙΚΗΓΟΡΟΙ ΑΘΗΝΩΝ <box>1225 680 1392 706</box>
table-cell: 36999 <box>733 331 787 341</box>
article-text: ΑΘΗΝΑΙ, 16.— «Αι πρώται ενδείξεις εκ της καλλιεργείας της πιπεριάς κατά το τρέχον έτος είναι ενθαρρυντικαί. Επιδιώκεται η βελτίωσις της ποιότητος του παραγομένου προϊόντος και όχι η αύξησις της ποσότητος, ώστε να εξασφαλισθούν αι εξαγωγαί. <box>20 1082 196 1149</box>
table-row <box>620 361 1209 371</box>
table-cell: 3.000 <box>787 463 846 473</box>
table-cell: 5.000 <box>1029 310 1088 320</box>
headline-commodity-exchange: ΤΟ ΧΡΗΜΑΤΙΣΤΗΡΙΟΝ ΤΩΝ ΕΜΠΟΡΕΥΜΑΤΩΝ <box>20 1202 379 1222</box>
table-cell: 46350 <box>733 452 787 462</box>
table-cell: 3.000 <box>1151 351 1209 361</box>
col5-articles-vaccine <box>1221 808 1578 902</box>
table-cell: 74888 <box>846 422 900 432</box>
table-cell: 31200 <box>733 280 787 290</box>
table-cell: 134855 <box>1088 442 1151 452</box>
table-cell: 18468 <box>620 493 674 503</box>
table-cell: 65627 <box>846 310 900 320</box>
column-header-drachmas: ΔΡΑΧ. <box>1029 167 1088 179</box>
col5-articles-top <box>1221 127 1578 291</box>
col5-articles-trade <box>1221 955 1578 1061</box>
col2-article <box>391 635 608 751</box>
column-rule <box>613 18 614 2278</box>
table-cell: 8158 <box>620 321 674 331</box>
table-cell: 3.000 <box>1029 452 1088 462</box>
headline-calendar: ΠΟΛΥΤΕΛΕΣ ΗΜΕΡΟΛΟΓΙΟΝ ΤΟΥ ΟΡΓΑΝΙΣΜΟΥ ΕΛΛΗΝΙΚΗΣ ΧΕΙΡΟΤΕΧΝΙΑΣ <box>929 1768 1203 1795</box>
table-cell: 3.000 <box>1151 199 1209 209</box>
table-cell: 92220 <box>967 270 1029 280</box>
table-cell: 52188 <box>733 513 787 523</box>
table-cell: 7665 <box>620 300 674 310</box>
table-cell: 12240 <box>620 402 674 412</box>
article-text: ΑΘΗΝΑΙ, 16.— «Ο πρόεδρος του Ανωτάτου Δικαστικού Συμβουλίου κ. Πασσαλάκης ανεκοίνωσεν ότι σήμερον θα γίνουν αι προαγωγαί εφετών εις προέδρους εφετών. Συνεκλήθη το συμβούλιον εις ολομέλειαν διά την κρίσιν των δικαστικών λειτουργών. <box>503 62 608 185</box>
table-cell: 92111 <box>967 260 1029 270</box>
table-cell: 3.000 <box>900 331 967 341</box>
article-text: ΗΝΩΜΕΝΑ ΕΘΝΗ, 16. (Ρόυτερ).— Το Ταμείον των Ηνωμένων Εθνών διά τα παιδιά απέστειλεν εις Νιγηρίαν μεγάλας ποσότητας εμβολίου κατά της ιλαράς, διά την προστασίαν των παιδιών. <box>1221 808 1396 863</box>
table-cell: 3.000 <box>1151 209 1209 219</box>
table-cell: 21971 <box>733 179 787 190</box>
table-cell: 44052 <box>733 442 787 452</box>
article-text: ΑΘΗΝΑΙ, 16.— «Αι πρώται ενδείξεις εκ της καλλιεργείας της πιπεριάς κατά το τρέχον έτος είναι ενθαρρυντικαί. Επιδιώκεται η βελτίωσις της ποιότητος του παραγομένου προϊόντος και όχι η αύξησις της ποσότητος, ώστε να εξασφαλισθούν αι εξαγωγαί. <box>203 1119 379 1186</box>
table-cell: 3.000 <box>787 422 846 432</box>
table-cell: 10.000 <box>674 190 733 199</box>
headline-national-bank: ΠΟΣΟΝ 25 ΕΚΑΤΟΜ. ΔΡΑΧΜΩΝ ΔΙΑΤΙΘΕΤΑΙ ΥΠΟ ΤΗΣ ΕΘΝΙΚΗΣ ΤΡΑΠΕΖΗΣ ΔΙΑ ΤΗΝ ΑΝΕΓΕΡΣΙΝ ΤΟΥ ΝΑΟΥ ΤΟΥ ΣΩΤΗΡΟΣ <box>28 820 371 875</box>
table-cell: 3.000 <box>787 300 846 310</box>
